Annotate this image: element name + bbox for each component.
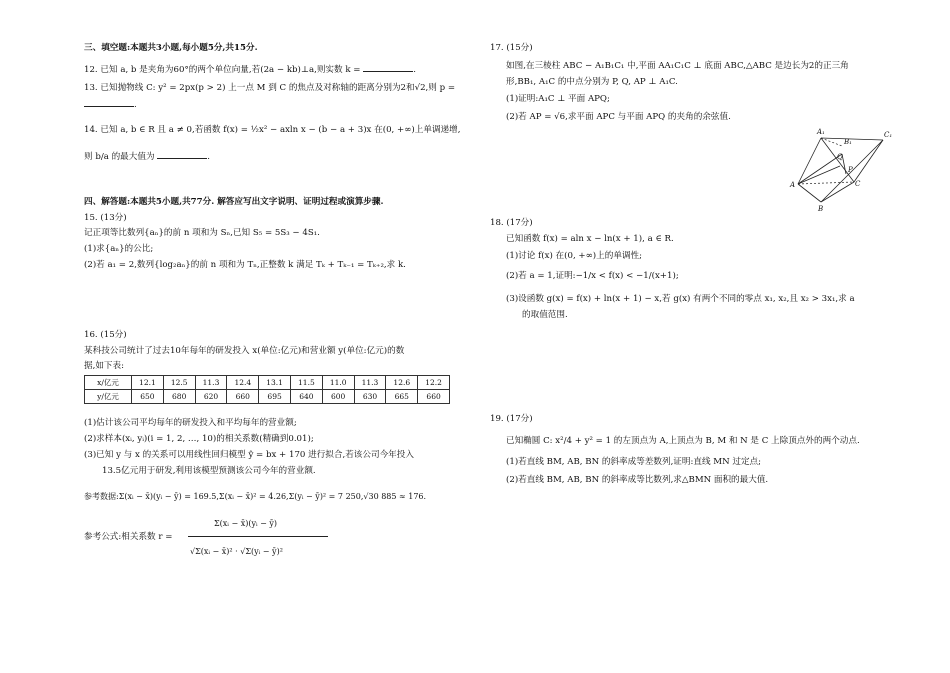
question-16-part3b: 13.5亿元用于研发,利用该模型预测该公司今年的营业额. (102, 466, 316, 476)
figure-label-P: P (848, 166, 853, 174)
question-16-intro1: 某科技公司统计了过去10年每年的研发投入 x(单位:亿元)和营业额 y(单位:亿元)的数 (84, 346, 405, 356)
figure-label-C: C (855, 180, 861, 188)
question-14-line2: 则 b/a 的最大值为 . (84, 152, 211, 162)
table-cell: 12.1 (132, 376, 164, 390)
question-19-part2: (2)若直线 BM, AB, BN 的斜率成等比数列,求△BMN 面积的最大值. (506, 475, 769, 485)
table-cell: 12.4 (227, 376, 259, 390)
table-cell: 12.6 (386, 376, 418, 390)
table-cell: 665 (386, 390, 418, 404)
table-cell: 11.0 (322, 376, 354, 390)
question-12-text: 12. 已知 a, b 是夹角为60°的两个单位向量,若(2a − kb)⊥a,则实数 k = (84, 65, 361, 75)
table-cell: 630 (354, 390, 386, 404)
table-row (85, 376, 450, 390)
question-17-part1: (1)证明:A₁C ⊥ 平面 APQ; (506, 94, 610, 104)
fraction-bar (188, 536, 328, 537)
table-cell: 12.5 (163, 376, 195, 390)
figure-label-Q: Q (837, 153, 843, 161)
table-cell: 680 (163, 390, 195, 404)
figure-label-B1: B₁ (844, 138, 852, 146)
question-14-line1: 14. 已知 a, b ∈ R 且 a ≠ 0,若函数 f(x) = ½x² − axln x − (b − a + 3)x 在(0, +∞)上单调递增, (84, 125, 461, 135)
table-cell: 650 (132, 390, 164, 404)
reference-formula-numerator: Σ(xᵢ − x̄)(yᵢ − ȳ) (214, 519, 277, 528)
question-16-intro2: 据,如下表: (84, 361, 125, 371)
table-cell: 600 (322, 390, 354, 404)
question-18-part3a: (3)设函数 g(x) = f(x) + ln(x + 1) − x,若 g(x) 有两个不同的零点 x₁, x₂,且 x₂ > 3x₁,求 a (506, 294, 855, 304)
answer-blank (84, 98, 134, 107)
table-cell: 11.3 (195, 376, 227, 390)
question-16-part3a: (3)已知 y 与 x 的关系可以用线性回归模型 ŷ = bx + 170 进行拟合,若该公司今年投入 (84, 450, 414, 460)
question-19-head: 19. (17分) (490, 414, 533, 424)
table-header-x: x/亿元 (85, 376, 132, 390)
figure-label-C1: C₁ (884, 131, 893, 139)
question-17-line2: 形,BB₁, A₁C 的中点分别为 P, Q, AP ⊥ A₁C. (506, 77, 678, 87)
section-3-title: 三、填空题:本题共3小题,每小题5分,共15分. (84, 43, 258, 53)
question-19-part1: (1)若直线 BM, AB, BN 的斜率成等差数列,证明:直线 MN 过定点; (506, 457, 762, 467)
question-18-head: 18. (17分) (490, 218, 533, 228)
table-cell: 640 (290, 390, 322, 404)
figure-label-A1: A₁ (817, 128, 825, 136)
question-18-intro: 已知函数 f(x) = aln x − ln(x + 1), a ∈ R. (506, 234, 674, 244)
table-cell: 11.3 (354, 376, 386, 390)
table-header-y: y/亿元 (85, 390, 132, 404)
question-17-head: 17. (15分) (490, 43, 533, 53)
question-15-part1: (1)求{aₙ}的公比; (84, 244, 154, 254)
question-18-part1: (1)讨论 f(x) 在(0, +∞)上的单调性; (506, 251, 643, 261)
reference-formula-label: 参考公式:相关系数 r = (84, 532, 173, 542)
data-table (84, 375, 450, 404)
figure-label-A: A (790, 181, 796, 189)
question-18-part3b: 的取值范围. (522, 310, 568, 320)
prism-figure (788, 126, 898, 212)
table-cell: 12.2 (418, 376, 450, 390)
question-15-head: 15. (13分) (84, 213, 127, 223)
question-13-line2: . (84, 98, 137, 111)
question-17-line1: 如图,在三棱柱 ABC − A₁B₁C₁ 中,平面 AA₁C₁C ⊥ 底面 ABC,△ABC 是边长为2的正三角 (506, 61, 849, 71)
table-cell: 695 (259, 390, 291, 404)
table-cell: 620 (195, 390, 227, 404)
question-15-part2: (2)若 a₁ = 2,数列{log₂aₙ}的前 n 项和为 Tₙ,正整数 k 满足 Tₖ + Tₖ₋₁ = Tₖ₊₂,求 k. (84, 260, 406, 270)
question-18-part2: (2)若 a = 1,证明:−1/x < f(x) < −1/(x+1); (506, 271, 679, 281)
table-row (85, 390, 450, 404)
answer-blank (363, 63, 413, 72)
table-cell: 660 (227, 390, 259, 404)
table-cell: 13.1 (259, 376, 291, 390)
question-14-text: 则 b/a 的最大值为 (84, 152, 155, 162)
table-cell: 660 (418, 390, 450, 404)
question-17-part2: (2)若 AP = √6,求平面 APC 与平面 APQ 的夹角的余弦值. (506, 112, 731, 122)
table-cell: 11.5 (290, 376, 322, 390)
question-16-part2: (2)求样本(xᵢ, yᵢ)(i = 1, 2, …, 10)的相关系数(精确到0.01); (84, 434, 314, 444)
section-4-title: 四、解答题:本题共5小题,共77分. 解答应写出文字说明、证明过程或演算步骤. (84, 197, 384, 207)
reference-data: 参考数据:Σ(xᵢ − x̄)(yᵢ − ȳ) = 169.5,Σ(xᵢ − x̄)² = 4.26,Σ(yᵢ − ȳ)² = 7 250,√30 885 ≈ 176. (84, 492, 427, 501)
figure-label-B: B (818, 205, 824, 212)
question-12: 12. 已知 a, b 是夹角为60°的两个单位向量,若(2a − kb)⊥a,则实数 k = . (84, 65, 416, 75)
question-15-intro: 记正项等比数列{aₙ}的前 n 项和为 Sₙ,已知 S₅ = 5S₃ − 4S₁. (84, 228, 320, 238)
question-16-head: 16. (15分) (84, 330, 127, 340)
question-19-intro: 已知椭圆 C: x²/4 + y² = 1 的左顶点为 A,上顶点为 B, M 和 N 是 C 上除顶点外的两个动点. (506, 436, 860, 446)
answer-blank (157, 150, 207, 159)
question-13-line1: 13. 已知抛物线 C: y² = 2px(p > 2) 上一点 M 到 C 的焦点及对称轴的距离分别为2和√2,则 p = (84, 83, 456, 93)
reference-formula-denominator: √Σ(xᵢ − x̄)² · √Σ(yᵢ − ȳ)² (190, 547, 283, 556)
question-16-part1: (1)估计该公司平均每年的研发投入和平均每年的营业额; (84, 418, 297, 428)
